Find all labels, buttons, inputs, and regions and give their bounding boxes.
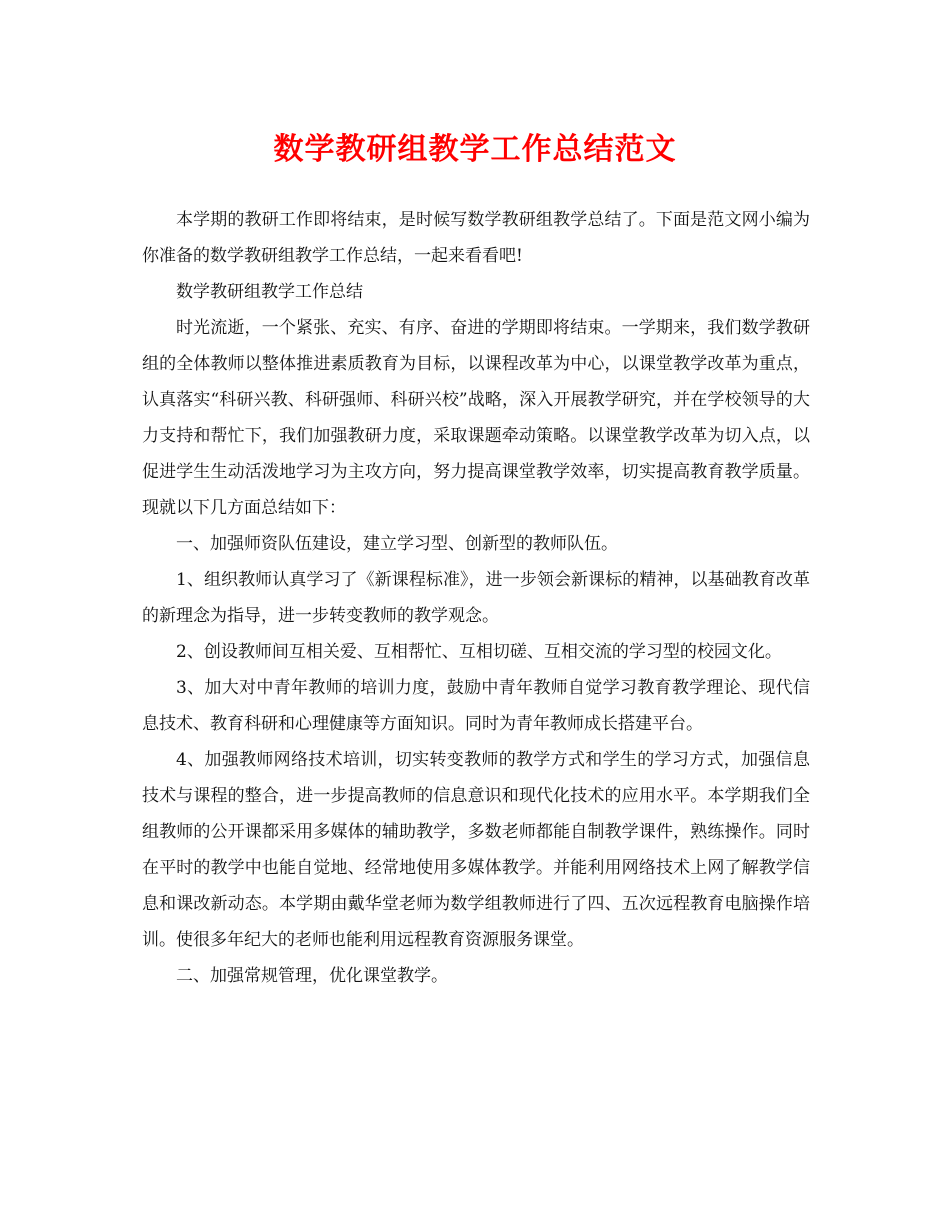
section-heading-1: 一、加强师资队伍建设，建立学习型、创新型的教师队伍。	[176, 534, 618, 554]
document-body	[142, 202, 810, 994]
document-title: 数学教研组教学工作总结范文	[273, 132, 677, 167]
paragraph-intro: 本学期的教研工作即将结束，是时候写数学教研组教学总结了。下面是范文网小编为你准备的数学教研组教学工作总结，一起来看看吧!	[142, 210, 810, 266]
paragraph-item-1: 1、组织教师认真学习了《新课程标准》，进一步领会新课标的精神，以基础教育改革的新理念为指导，进一步转变教师的教学观念。	[142, 570, 810, 626]
paragraph-item-4: 4、加强教师网络技术培训，切实转变教师的教学方式和学生的学习方式，加强信息技术与课程的整合，进一步提高教师的信息意识和现代化技术的应用水平。本学期我们全组教师的公开课都采用多媒体的辅助教学，多数老师都能自制教学课件，熟练操作。同时在平时的教学中也能自觉地、经常地使用多媒体教学。并能利用网络技术上网了解教学信息和课改新动态。本学期由戴华堂老师为数学组教师进行了四、五次远程教育电脑操作培训。使很多年纪大的老师也能利用远程教育资源服务课堂。	[142, 750, 810, 950]
paragraph-overview: 时光流逝，一个紧张、充实、有序、奋进的学期即将结束。一学期来，我们数学教研组的全体教师以整体推进素质教育为目标，以课程改革为中心，以课堂教学改革为重点，认真落实“科研兴教、科研强师、科研兴校”战略，深入开展教学研究，并在学校领导的大力支持和帮忙下，我们加强教研力度，采取课题牵动策略。以课堂教学改革为切入点，以促进学生生动活泼地学习为主攻方向，努力提高课堂教学效率，切实提高教育教学质量。现就以下几方面总结如下：	[142, 318, 810, 518]
paragraph-subtitle: 数学教研组教学工作总结	[176, 282, 363, 302]
section-heading-2: 二、加强常规管理，优化课堂教学。	[176, 966, 448, 986]
paragraph-item-3: 3、加大对中青年教师的培训力度，鼓励中青年教师自觉学习教育教学理论、现代信息技术、教育科研和心理健康等方面知识。同时为青年教师成长搭建平台。	[142, 678, 810, 734]
paragraph-item-2: 2、创设教师间互相关爱、互相帮忙、互相切磋、互相交流的学习型的校园文化。	[176, 642, 782, 662]
